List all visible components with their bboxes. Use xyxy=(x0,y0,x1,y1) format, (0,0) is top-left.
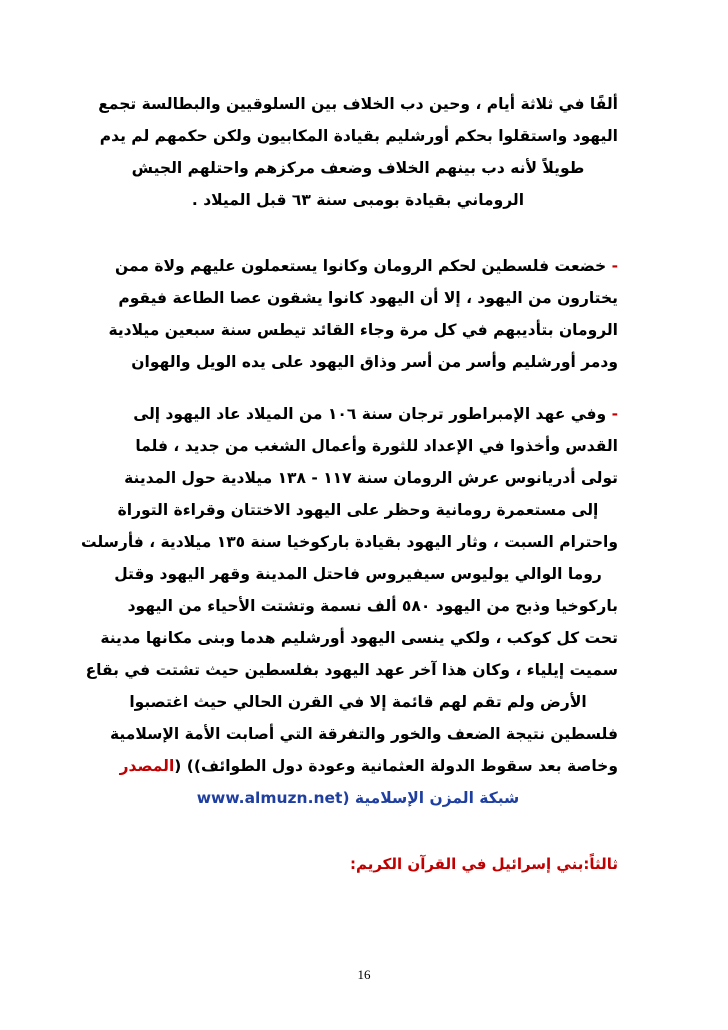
text-line: طويلاً لأنه دب بينهم الخلاف وضعف مركزهم واحتلهم الجيش xyxy=(131,159,585,177)
text-line: يختارون من اليهود ، إلا أن اليهود كانوا يشقون عصا الطاعة فيقوم xyxy=(118,289,618,307)
text-line: تحت كل كوكب ، ولكي ينسى اليهود أورشليم هدما وبنى مكانها مدينة xyxy=(100,629,618,647)
text-segment: وفي عهد الإمبراطور ترجان سنة ١٠٦ من الميلاد عاد اليهود إلى xyxy=(133,405,612,423)
paragraph-1 xyxy=(98,88,618,216)
text-line: روما الوالي يوليوس سيفيروس فاحتل المدينة وقهر اليهود وقتل xyxy=(114,565,602,583)
page-number: 16 xyxy=(357,967,371,982)
text-line xyxy=(98,398,618,430)
paragraph-3 xyxy=(80,398,618,814)
text-line: سميت إيلياء ، وكان هذا آخر عهد اليهود بفلسطين حيث تشتت في بقاع xyxy=(85,661,618,679)
source-label: المصدر xyxy=(119,757,175,775)
text-line: ألفًا في ثلاثة أيام ، وحين دب الخلاف بين السلوقيين والبطالسة تجمع xyxy=(98,95,618,113)
text-line: الأرض ولم تقم لهم قائمة إلا في القرن الحالي حيث اغتصبوا xyxy=(129,693,587,711)
paragraph-2 xyxy=(98,250,618,378)
text-segment: وخاصة بعد سقوط الدولة العثمانية وعودة دول الطوائف)) ( xyxy=(174,757,618,775)
bullet-dash: - xyxy=(611,257,618,275)
text-line: ودمر أورشليم وأسر من أسر وذاق اليهود على يده الويل والهوان xyxy=(131,353,618,371)
bullet-dash: - xyxy=(611,405,618,423)
text-line: واحترام السبت ، وثار اليهود بقيادة باركوخيا سنة ١٣٥ ميلادية ، فأرسلت xyxy=(80,533,618,551)
text-segment: خضعت فلسطين لحكم الرومان وكانوا يستعملون عليهم ولاة ممن xyxy=(115,257,612,275)
text-line: الروماني بقيادة بومبى سنة ٦٣ قبل الميلاد . xyxy=(191,191,525,209)
text-line: اليهود واستقلوا بحكم أورشليم بقيادة المكابيون ولكن حكمهم لم يدم xyxy=(99,127,618,145)
text-line: تولى أدريانوس عرش الرومان سنة ١١٧ - ١٣٨ ميلادية حول المدينة xyxy=(124,469,618,487)
text-line: إلى مستعمرة رومانية وحظر على اليهود الاختتان وقراءة التوراة xyxy=(117,501,599,519)
text-line: فلسطين نتيجة الضعف والخور والتفرقة التي أصابت الأمة الإسلامية xyxy=(110,725,618,743)
source-line: شبكة المزن الإسلامية (www.almuzn.net xyxy=(196,789,520,807)
text-line xyxy=(98,250,618,282)
text-line: باركوخيا وذبح من اليهود ٥٨٠ ألف نسمة وتشتت الأحياء من اليهود xyxy=(127,597,618,615)
text-line xyxy=(98,750,618,782)
text-line: القدس وأخذوا في الإعداد للثورة وأعمال الشغب من جديد ، فلما xyxy=(135,437,618,455)
text-line: الرومان بتأديبهم في كل مرة وجاء القائد تيطس سنة سبعين ميلادية xyxy=(108,321,618,339)
section-heading: ثالثاً:بني إسرائيل في القرآن الكريم: xyxy=(349,855,618,873)
